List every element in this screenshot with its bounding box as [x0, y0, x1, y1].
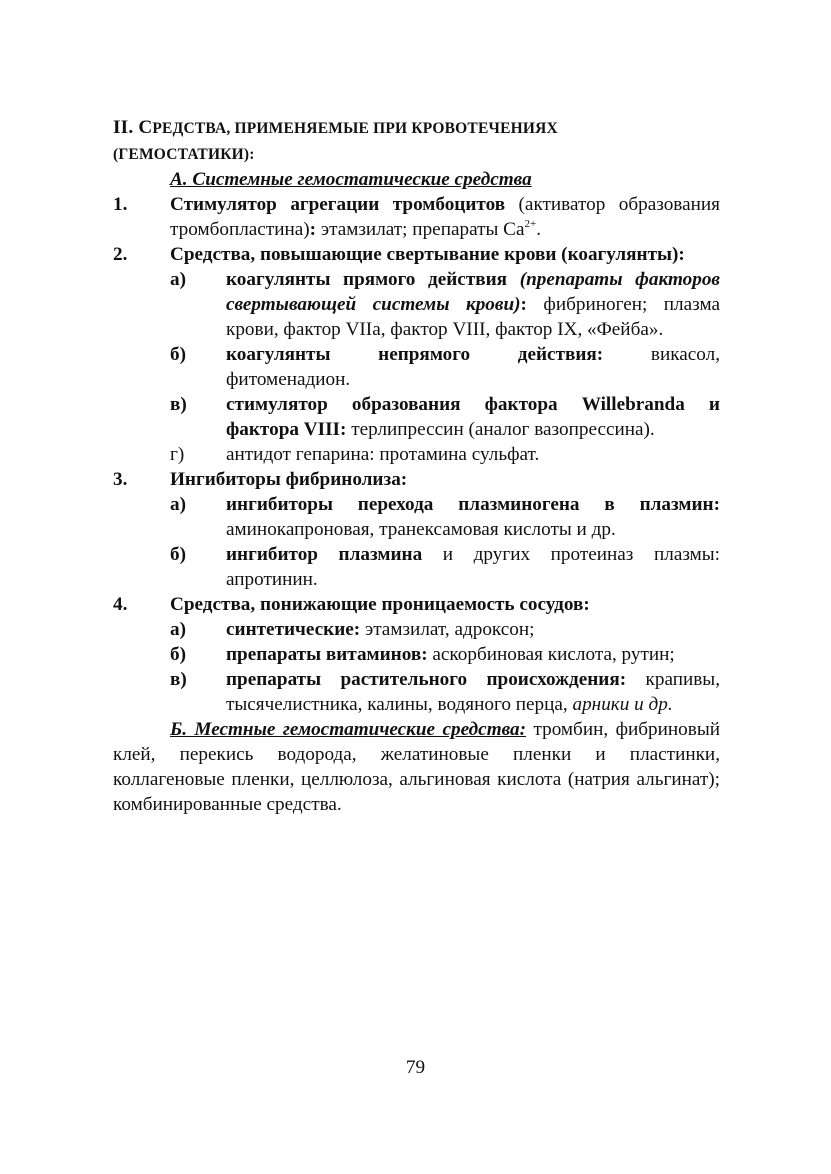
item-number: 2.: [113, 244, 128, 265]
sub-item-title: синтетические:: [226, 619, 361, 640]
item-number: 4.: [113, 594, 128, 615]
sub-item-title: стимулятор образования фактора Willebranda и фактора VIII:: [226, 394, 720, 440]
item-colon: :: [309, 219, 317, 240]
sub-item-text: терлипрессин (аналог вазопрессина).: [346, 419, 655, 440]
sub-item-colon: :: [520, 294, 527, 315]
sub-item-2a: [113, 267, 720, 342]
section-b-paragraph: [113, 717, 720, 817]
sub-item-title: препараты витаминов:: [226, 644, 428, 665]
sub-item-label: б): [170, 344, 186, 365]
item-text: (активатор образования тромбопластина): [170, 194, 720, 240]
item-title: Ингибиторы фибринолиза:: [170, 469, 408, 490]
sub-item-4c: [113, 667, 720, 717]
calcium-charge: 2+: [524, 218, 537, 230]
item-number: 1.: [113, 194, 128, 215]
sub-item-label: б): [170, 644, 186, 665]
sub-item-title: препараты растительного происхождения:: [226, 669, 627, 690]
sub-item-label: г): [170, 444, 185, 465]
sub-item-label: в): [170, 394, 187, 415]
section-b-text: тромбин, фибриновый клей, перекись водорода, желатиновые пленки и пластинки, коллагеновые пленки, целлюлоза, альгиновая кислота (натрия альгинат); комбинированные средства.: [113, 719, 720, 815]
sub-item-4b: [113, 642, 720, 667]
sub-item-2b: [113, 342, 720, 392]
heading-small-caps: РЕДСТВА, ПРИМЕНЯЕМЫЕ ПРИ КРОВОТЕЧЕНИЯХ: [152, 120, 558, 137]
item-title: Средства, повышающие свертывание крови (коагулянты):: [170, 244, 685, 265]
sub-item-title: ингибиторы перехода плазминогена в плазмин:: [226, 494, 720, 515]
page-number: 79: [405, 1057, 426, 1078]
sub-item-text: этамзилат, адроксон;: [360, 619, 535, 640]
sub-item-text: и других протеиназ плазмы: апротинин.: [226, 544, 721, 590]
sub-item-title: коагулянты непрямого действия:: [226, 344, 604, 365]
section-a-title: А. Системные гемостатические средства: [170, 169, 532, 190]
sub-item-text: крапивы, тысячелистника, калины, водяного перца,: [226, 669, 721, 715]
section-heading: [113, 115, 720, 167]
heading-prefix: II. С: [113, 117, 153, 138]
sub-item-text: аминокапроновая, транексамовая кислоты и др.: [226, 519, 616, 540]
item-title: Стимулятор агрегации тромбоцитов: [170, 194, 506, 215]
sub-item-label: в): [170, 669, 187, 690]
sub-item-label: б): [170, 544, 186, 565]
sub-item-text: викасол, фитоменадион.: [226, 344, 721, 390]
sub-item-label: а): [170, 619, 186, 640]
sub-item-label: а): [170, 269, 186, 290]
item-title: Средства, понижающие проницаемость сосудов:: [170, 594, 590, 615]
sub-item-text: фибриноген; плазма крови, фактор VIIa, фактор VIII, фактор IX, «Фейба».: [226, 294, 720, 340]
section-b-title: Б. Местные гемостатические средства:: [170, 719, 527, 740]
sub-item-4a: [113, 617, 720, 642]
list-item-3: [113, 467, 720, 492]
sub-item-3a: [113, 492, 720, 542]
heading-line-2: (ГЕМОСТАТИКИ):: [113, 146, 255, 163]
sub-item-text: антидот гепарина: протамина сульфат.: [226, 444, 540, 465]
sub-item-note: (препараты факторов свертывающей системы крови): [226, 269, 721, 315]
list-item-1: [113, 192, 720, 242]
sub-item-italic-text: арники и др.: [572, 694, 673, 715]
item-text-2: этамзилат; препараты Са: [316, 219, 525, 240]
sub-item-label: а): [170, 494, 186, 515]
sub-item-title: коагулянты прямого действия: [226, 269, 520, 290]
sub-item-2d: [113, 442, 720, 467]
list-item-4: [113, 592, 720, 617]
item-end: .: [536, 219, 541, 240]
page-content: [113, 115, 720, 817]
sub-item-3b: [113, 542, 720, 592]
sub-item-2c: [113, 392, 720, 442]
sub-item-text: аскорбиновая кислота, рутин;: [427, 644, 675, 665]
list-item-2: [113, 242, 720, 267]
sub-item-title: ингибитор плазмина: [226, 544, 423, 565]
item-number: 3.: [113, 469, 128, 490]
